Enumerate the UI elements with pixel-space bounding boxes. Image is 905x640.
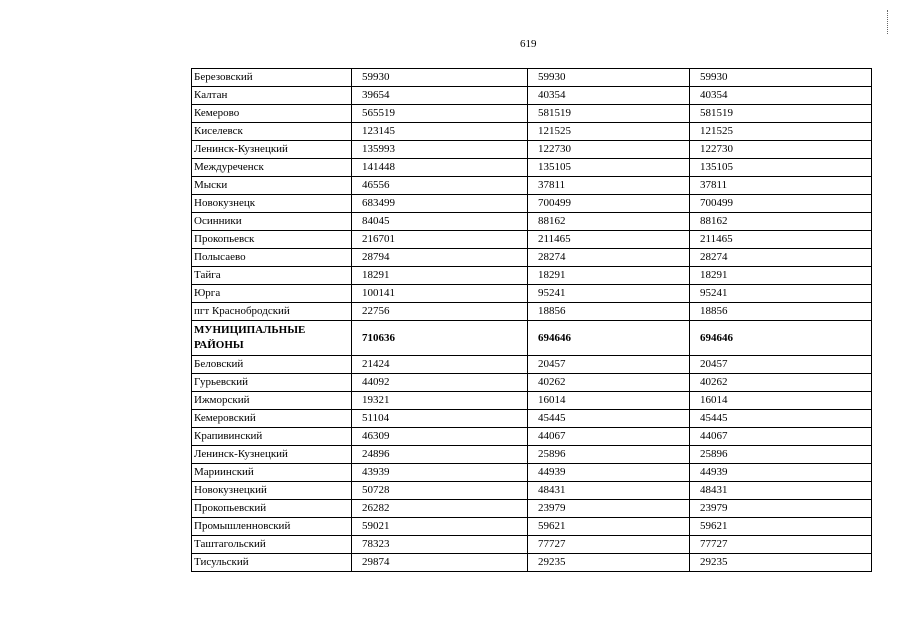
value-3-cell: 77727 [690, 536, 872, 554]
value-2-cell: 40354 [528, 87, 690, 105]
municipality-name-cell: Новокузнецк [192, 195, 352, 213]
table-row [192, 177, 872, 195]
value-2-cell: 700499 [528, 195, 690, 213]
value-1-cell: 78323 [352, 536, 528, 554]
municipality-name-cell: Беловский [192, 356, 352, 374]
margin-mark [887, 10, 888, 34]
table-body [192, 69, 872, 572]
value-2-cell: 135105 [528, 159, 690, 177]
municipality-name-cell: Кемеровский [192, 410, 352, 428]
value-1-cell: 46309 [352, 428, 528, 446]
value-3-cell: 135105 [690, 159, 872, 177]
value-2-cell: 88162 [528, 213, 690, 231]
table-row [192, 141, 872, 159]
table-row [192, 123, 872, 141]
value-2-cell: 29235 [528, 554, 690, 572]
value-2-cell: 211465 [528, 231, 690, 249]
value-3-cell: 59621 [690, 518, 872, 536]
table-row [192, 87, 872, 105]
municipality-name-cell: Новокузнецкий [192, 482, 352, 500]
value-2-cell: 20457 [528, 356, 690, 374]
value-2-cell: 45445 [528, 410, 690, 428]
value-2-cell: 37811 [528, 177, 690, 195]
table-row [192, 500, 872, 518]
table-row [192, 285, 872, 303]
value-1-cell: 565519 [352, 105, 528, 123]
value-1-cell: 141448 [352, 159, 528, 177]
value-3-cell: 121525 [690, 123, 872, 141]
value-2-cell: 59930 [528, 69, 690, 87]
value-3-cell: 25896 [690, 446, 872, 464]
table-row [192, 374, 872, 392]
municipality-name-cell: Кемерово [192, 105, 352, 123]
table-row [192, 213, 872, 231]
value-1-cell: 683499 [352, 195, 528, 213]
value-3-cell: 122730 [690, 141, 872, 159]
value-1-cell: 46556 [352, 177, 528, 195]
value-2-cell: 121525 [528, 123, 690, 141]
value-1-cell: 19321 [352, 392, 528, 410]
value-1-cell: 216701 [352, 231, 528, 249]
value-1-cell: 84045 [352, 213, 528, 231]
value-3-cell: 45445 [690, 410, 872, 428]
value-3-cell: 29235 [690, 554, 872, 572]
value-3-cell: 700499 [690, 195, 872, 213]
municipal-budget-table [191, 68, 872, 572]
value-2-cell: 95241 [528, 285, 690, 303]
municipality-name-cell: Мариинский [192, 464, 352, 482]
municipality-name-cell: Междуреченск [192, 159, 352, 177]
municipality-name-cell: Березовский [192, 69, 352, 87]
table-row [192, 482, 872, 500]
value-3-cell: 23979 [690, 500, 872, 518]
value-2-cell: 18856 [528, 303, 690, 321]
table-row [192, 464, 872, 482]
table-row [192, 69, 872, 87]
municipality-name-cell: Таштагольский [192, 536, 352, 554]
value-3-cell: 581519 [690, 105, 872, 123]
value-2-cell: 25896 [528, 446, 690, 464]
value-1-cell: 123145 [352, 123, 528, 141]
value-3-cell: 48431 [690, 482, 872, 500]
value-3-cell: 59930 [690, 69, 872, 87]
municipality-name-cell: Прокопьевск [192, 231, 352, 249]
table-row [192, 554, 872, 572]
value-3-cell: 694646 [690, 321, 872, 356]
value-2-cell: 44067 [528, 428, 690, 446]
value-2-cell: 40262 [528, 374, 690, 392]
municipality-name-cell: Юрга [192, 285, 352, 303]
value-1-cell: 50728 [352, 482, 528, 500]
value-3-cell: 211465 [690, 231, 872, 249]
value-1-cell: 28794 [352, 249, 528, 267]
value-1-cell: 100141 [352, 285, 528, 303]
table-row [192, 446, 872, 464]
page-number: 619 [520, 38, 537, 50]
value-3-cell: 44067 [690, 428, 872, 446]
value-1-cell: 26282 [352, 500, 528, 518]
table-row [192, 392, 872, 410]
value-2-cell: 581519 [528, 105, 690, 123]
value-3-cell: 16014 [690, 392, 872, 410]
municipality-name-cell: Калтан [192, 87, 352, 105]
municipality-name-cell: Прокопьевский [192, 500, 352, 518]
municipality-name-cell: Гурьевский [192, 374, 352, 392]
municipality-name-cell: МУНИЦИПАЛЬНЫЕ РАЙОНЫ [192, 321, 352, 356]
table-row [192, 410, 872, 428]
value-1-cell: 21424 [352, 356, 528, 374]
value-2-cell: 18291 [528, 267, 690, 285]
value-2-cell: 59621 [528, 518, 690, 536]
municipality-name-cell: Ленинск-Кузнецкий [192, 141, 352, 159]
value-1-cell: 135993 [352, 141, 528, 159]
value-1-cell: 43939 [352, 464, 528, 482]
municipality-name-cell: пгт Краснобродский [192, 303, 352, 321]
table-row [192, 249, 872, 267]
municipality-name-cell: Осинники [192, 213, 352, 231]
value-3-cell: 44939 [690, 464, 872, 482]
municipality-name-cell: Промышленновский [192, 518, 352, 536]
municipality-name-cell: Киселевск [192, 123, 352, 141]
municipality-name-cell: Полысаево [192, 249, 352, 267]
table-row [192, 518, 872, 536]
value-3-cell: 40354 [690, 87, 872, 105]
value-2-cell: 16014 [528, 392, 690, 410]
municipality-name-cell: Ижморский [192, 392, 352, 410]
table-row [192, 536, 872, 554]
municipality-name-cell: Тисульский [192, 554, 352, 572]
value-2-cell: 694646 [528, 321, 690, 356]
value-3-cell: 40262 [690, 374, 872, 392]
table-row [192, 356, 872, 374]
value-1-cell: 44092 [352, 374, 528, 392]
value-1-cell: 59021 [352, 518, 528, 536]
table-row [192, 267, 872, 285]
table-row [192, 105, 872, 123]
municipality-name-cell: Тайга [192, 267, 352, 285]
value-2-cell: 48431 [528, 482, 690, 500]
section-header-row [192, 321, 872, 356]
value-1-cell: 18291 [352, 267, 528, 285]
municipality-name-cell: Ленинск-Кузнецкий [192, 446, 352, 464]
value-1-cell: 39654 [352, 87, 528, 105]
table-row [192, 303, 872, 321]
value-2-cell: 122730 [528, 141, 690, 159]
table-row [192, 159, 872, 177]
value-1-cell: 24896 [352, 446, 528, 464]
municipality-name-cell: Крапивинский [192, 428, 352, 446]
municipality-name-cell: Мыски [192, 177, 352, 195]
value-3-cell: 18291 [690, 267, 872, 285]
value-3-cell: 95241 [690, 285, 872, 303]
value-3-cell: 37811 [690, 177, 872, 195]
value-1-cell: 59930 [352, 69, 528, 87]
table-row [192, 428, 872, 446]
value-1-cell: 710636 [352, 321, 528, 356]
value-3-cell: 20457 [690, 356, 872, 374]
value-2-cell: 28274 [528, 249, 690, 267]
value-1-cell: 22756 [352, 303, 528, 321]
table-row [192, 195, 872, 213]
value-3-cell: 88162 [690, 213, 872, 231]
value-2-cell: 77727 [528, 536, 690, 554]
value-3-cell: 18856 [690, 303, 872, 321]
value-2-cell: 23979 [528, 500, 690, 518]
value-1-cell: 29874 [352, 554, 528, 572]
value-2-cell: 44939 [528, 464, 690, 482]
value-1-cell: 51104 [352, 410, 528, 428]
table-row [192, 231, 872, 249]
value-3-cell: 28274 [690, 249, 872, 267]
